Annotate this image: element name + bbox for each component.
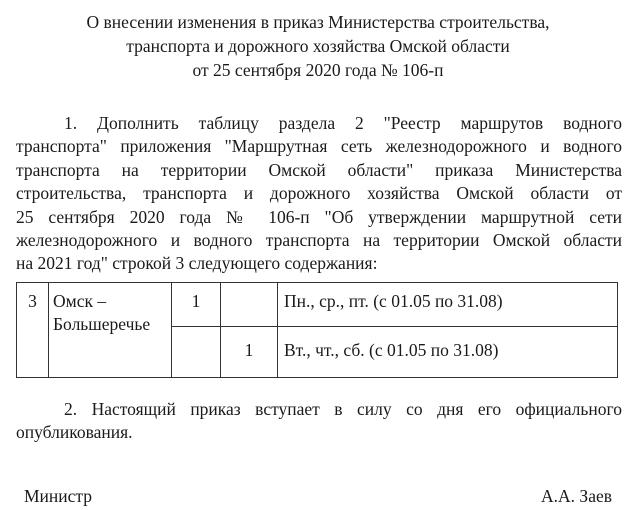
signature-name: А.А. Заев: [541, 486, 612, 506]
route-register-table: [16, 282, 618, 378]
table-cell: [172, 327, 221, 378]
table-cell: 1: [221, 327, 278, 378]
schedule-cell: Пн., ср., пт. (с 01.05 по 31.08): [278, 283, 618, 327]
paragraph-1-line: железнодорожного и водного транспорта на территории Омской области: [16, 230, 622, 251]
paragraph-1-line: строительства, транспорта и дорожного хозяйства Омской области от: [16, 183, 622, 204]
paragraph-1-line: 1. Дополнить таблицу раздела 2 "Реестр маршрутов водного: [64, 113, 622, 133]
paragraph-2-line: опубликования.: [16, 422, 133, 443]
route-number-cell: 3: [17, 283, 49, 378]
title-line-2: транспорта и дорожного хозяйства Омской области: [126, 36, 510, 56]
paragraph-1-line: 25 сентября 2020 года № 106-п "Об утверждении маршрутной сети: [16, 206, 622, 227]
title-line-3: от 25 сентября 2020 года № 106-п: [192, 60, 444, 80]
signature-position: Министр: [24, 486, 93, 506]
schedule-cell: Вт., чт., сб. (с 01.05 по 31.08): [278, 327, 618, 378]
paragraph-1-line: транспорта" приложения "Маршрутная сеть железнодорожного и водного: [16, 136, 622, 157]
paragraph-2: [16, 398, 622, 445]
route-name-cell: Омск – Большеречье: [49, 283, 172, 378]
title-line-1: О внесении изменения в приказ Министерства строительства,: [86, 12, 550, 32]
table-cell: 1: [172, 283, 221, 327]
table-cell: [221, 283, 278, 327]
table-row: [17, 283, 618, 327]
paragraph-2-line: 2. Настоящий приказ вступает в силу со дня его официального: [64, 399, 622, 419]
paragraph-1-line: транспорта на территории Омской области" приказа Министерства: [16, 159, 622, 180]
paragraph-1: [16, 112, 622, 276]
document-title: [0, 10, 636, 82]
paragraph-1-line: на 2021 год" строкой 3 следующего содержания:: [16, 253, 378, 274]
